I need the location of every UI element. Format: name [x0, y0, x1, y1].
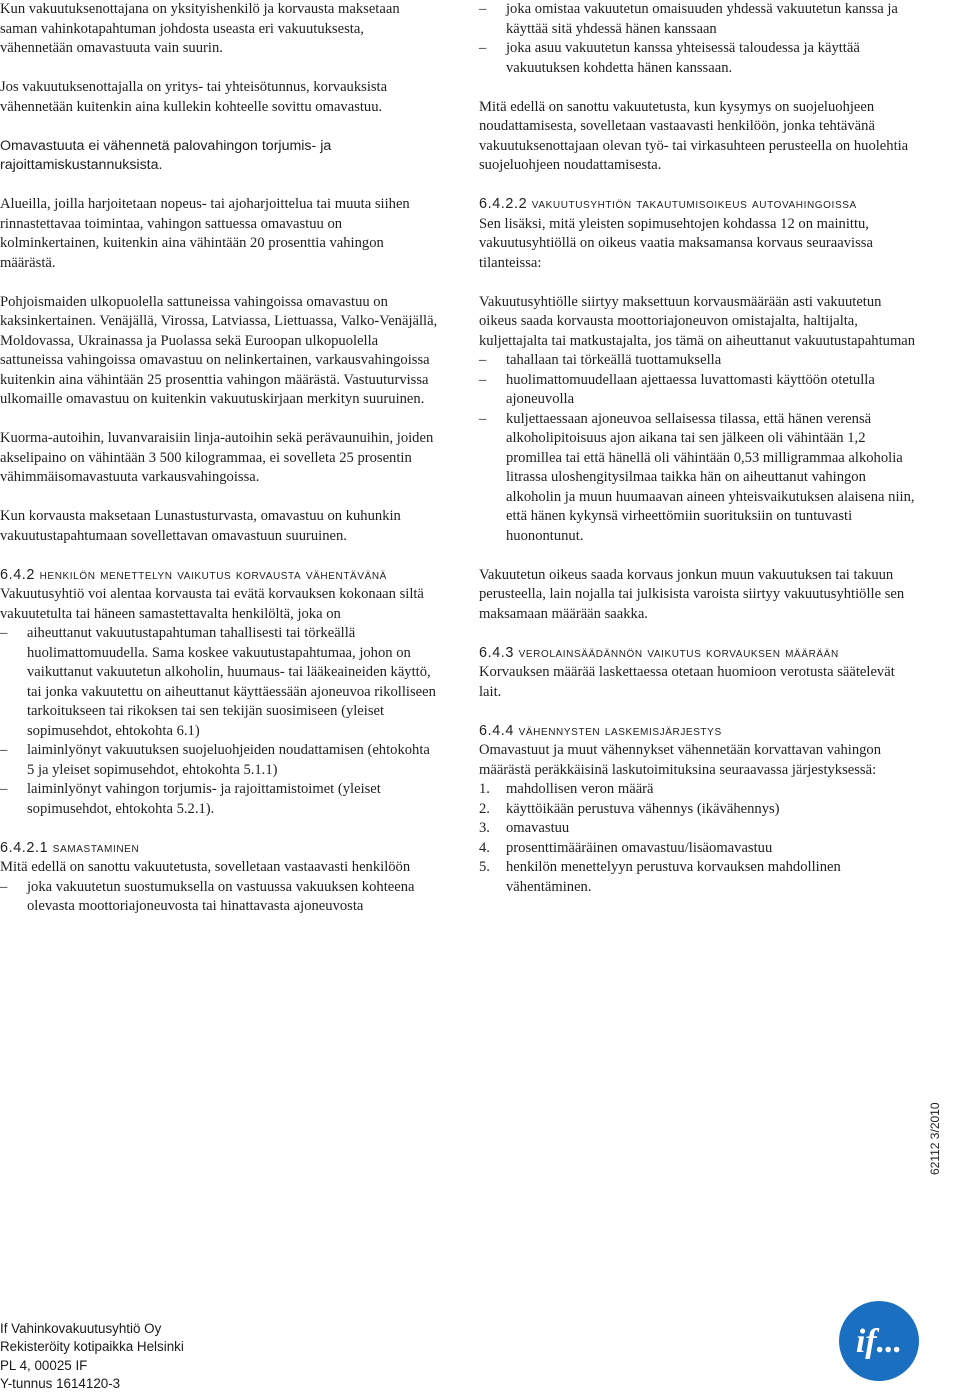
section-intro: Mitä edellä on sanottu vakuutetusta, sovelletaan vastaavasti henkilöön	[0, 859, 411, 875]
paragraph: Vakuutusyhtiölle siirtyy maksettuun korvausmäärään asti vakuutetun oikeus saada korvausta moottoriajoneuvon omistajalta, haltijalta, kuljettajalta tai matkustajalta, jos tämä on aiheuttanut vakuutustapahtuman	[479, 293, 916, 349]
item-text: omavastuu	[506, 820, 570, 836]
paragraph: Kun korvausta maksetaan Lunastusturvasta, omavastuu on kuhunkin vakuutustapahtumaan sovellettavan omavastuun suuruinen.	[0, 508, 401, 544]
left-column	[0, 0, 440, 917]
section-heading: 6.4.2 henkilön menettelyn vaikutus korvausta vähentävänä	[0, 566, 387, 583]
item-text: prosenttimääräinen omavastuu/lisäomavastuu	[506, 839, 773, 856]
numbered-item	[479, 780, 919, 800]
list-item: – aiheuttanut vakuutustapahtuman tahallisesti tai törkeällä huolimattomuudella. Sama koskee vakuutustapahtumaa, johon on vaikuttanut vakuutetun alkoholin, huumaus- tai lääkeaineiden käyttö, tai jonka vakuutettu on aiheuttanut käyttäessään ajoneuvoa rikolliseen tarkoitukseen tai rikoksen tai sen tekijän suosimiseen (yleiset sopimusehdot, ehtokohta 6.1)	[0, 624, 440, 741]
paragraph: Pohjoismaiden ulkopuolella sattuneissa vahingoissa omavastuu on kaksinkertainen. Venäjällä, Virossa, Latviassa, Liettuassa, Valko-Venäjällä, Moldovassa, Ukrainassa ja Puolassa sekä Euroopan ulkopuolella sattuneissa vahingoissa omavastuu on nelinkertainen, varkausvahingoissa kuitenkin aina vähintään 25 prosenttia vahingon määrästä. Vastuuturvissa ulkomaille omavastuu on kuitenkin vakuutuskirjaan merkityn suuruinen.	[0, 293, 438, 407]
list-item: – kuljettaessaan ajoneuvoa sellaisessa tilassa, että hänen verensä alkoholipitoisuus ajon aikana tai sen jälkeen oli vähintään 1,2 promillea tai että hänellä oli vähintään 0,53 milligrammaa alkoholia litrassa uloshengitysilmaa taikka hän on aiheuttanut vahingon alkoholin ja muun huumaavan aineen yhteisvaikutuksen alaisena niin, että hänen kykynsä virheettömiin suorituksiin on tuntuvasti huonontunut.	[479, 410, 919, 547]
item-number: 1.	[479, 781, 490, 797]
company-name: If Vahinkovakuutusyhtiö Oy	[0, 1321, 162, 1336]
paragraph: Alueilla, joilla harjoitetaan nopeus- tai ajoharjoittelua tai muuta siihen rinnastettavaa toimintaa, vahingon sattuessa omavastuu on kolminkertainen, kuitenkin aina vähintään 20 prosenttia vahingon määrästä.	[0, 196, 410, 271]
section-heading: 6.4.2.2 vakuutusyhtiön takautumisoikeus autovahingoissa	[479, 196, 857, 212]
numbered-item	[479, 819, 919, 839]
registered-office: Rekisteröity kotipaikka Helsinki	[0, 1339, 184, 1355]
item-text: henkilön menettelyyn perustuva korvauksen mahdollinen vähentäminen.	[506, 859, 841, 895]
business-id: Y-tunnus 1614120-3	[0, 1376, 121, 1392]
logo-text: if...	[855, 1323, 903, 1360]
list-item: – joka omistaa vakuutetun omaisuuden yhdessä vakuutetun kanssa ja käyttää sitä yhdessä hänen kanssaan	[479, 0, 919, 39]
section-heading: 6.4.3 verolainsäädännön vaikutus korvauksen määrään	[479, 644, 839, 661]
list-item: – huolimattomuudellaan ajettaessa luvattomasti käyttöön otetulla ajoneuvolla	[479, 371, 919, 410]
list-item: – joka vakuutetun suostumuksella on vastuussa vakuuksen kohteena olevasta moottoriajoneuvosta tai hinattavasta ajoneuvosta	[0, 878, 440, 917]
right-column	[479, 0, 919, 897]
if-logo-icon	[838, 1300, 920, 1382]
paragraph: Omavastuuta ei vähennetä palovahingon torjumis- ja rajoittamiskustannuksista.	[0, 137, 332, 173]
item-text: käyttöikään perustuva vähennys (ikävähennys)	[506, 800, 780, 817]
list-item: – tahallaan tai törkeällä tuottamuksella	[479, 351, 919, 371]
paragraph: Kuorma-autoihin, luvanvaraisiin linja-autoihin sekä perävaunuihin, joiden akselipaino on vähintään 3 500 kilogrammaa, ei sovelleta 25 prosentin vähimmäisomavastuuta varkausvahingoissa.	[0, 430, 434, 485]
postal-address: PL 4, 00025 IF	[0, 1357, 88, 1373]
item-number: 2.	[479, 800, 490, 817]
numbered-item	[479, 800, 919, 820]
numbered-item	[479, 858, 919, 897]
paragraph: Mitä edellä on sanottu vakuutetusta, kun kysymys on suojeluohjeen noudattamisesta, sovelletaan vastaavasti henkilöön, jonka tehtävänä vakuutuksenottajaan olevan työ- tai virkasuhteen perusteella on huolehtia suojeluohjeen noudattamisesta.	[479, 98, 909, 173]
item-number: 5.	[479, 859, 490, 875]
paragraph: Vakuutetun oikeus saada korvaus jonkun muun vakuutuksen tai takuun perusteella, lain nojalla tai julkisista varoista siirtyy vakuutusyhtiölle sen maksamaan määrään saakka.	[479, 566, 905, 622]
paragraph: Jos vakuutuksenottajalla on yritys- tai yhteisötunnus, korvauksista vähennetään kuitenkin aina kullekin kohteelle sovittu omavastuu.	[0, 79, 388, 115]
section-intro: Vakuutusyhtiö voi alentaa korvausta tai evätä korvauksen kokonaan siltä vakuutetulta tai häneen samastettavalta henkilöltä, joka on	[0, 586, 424, 622]
list-item: – joka asuu vakuutetun kanssa yhteisessä taloudessa ja käyttää vakuutuksen kohdetta hänen kanssaan.	[479, 39, 919, 78]
section-intro: Sen lisäksi, mitä yleisten sopimusehtojen kohdassa 12 on mainittu, vakuutusyhtiöllä on oikeus vaatia maksamansa korvaus seuraavissa tilanteissa:	[479, 215, 873, 271]
paragraph: Kun vakuutuksenottajana on yksityishenkilö ja korvausta maksetaan saman vahinkotapahtuman johdosta useasta eri vakuutuksesta, vähennetään omavastuuta vain suurin.	[0, 1, 400, 56]
item-text: mahdollisen veron määrä	[506, 781, 654, 797]
item-number: 3.	[479, 820, 490, 836]
list-item: – laiminlyönyt vahingon torjumis- ja rajoittamistoimet (yleiset sopimusehdot, ehtokohta 5.2.1).	[0, 780, 440, 819]
company-footer	[0, 1320, 184, 1394]
numbered-item	[479, 839, 919, 859]
list-item: – laiminlyönyt vakuutuksen suojeluohjeiden noudattamisen (ehtokohta 5 ja yleiset sopimusehdot, ehtokohta 5.1.1)	[0, 741, 440, 780]
section-heading: 6.4.2.1 samastaminen	[0, 839, 140, 856]
section-intro: Korvauksen määrää laskettaessa otetaan huomioon verotusta säätelevät lait.	[479, 664, 895, 700]
document-code: 62112 3/2010	[928, 1102, 942, 1175]
section-heading: 6.4.4 vähennysten laskemisjärjestys	[479, 722, 722, 739]
section-intro: Omavastuut ja muut vähennykset vähennetään korvattavan vahingon määrästä peräkkäisinä laskutoimituksina seuraavassa järjestyksessä:	[479, 742, 882, 778]
item-number: 4.	[479, 839, 490, 856]
